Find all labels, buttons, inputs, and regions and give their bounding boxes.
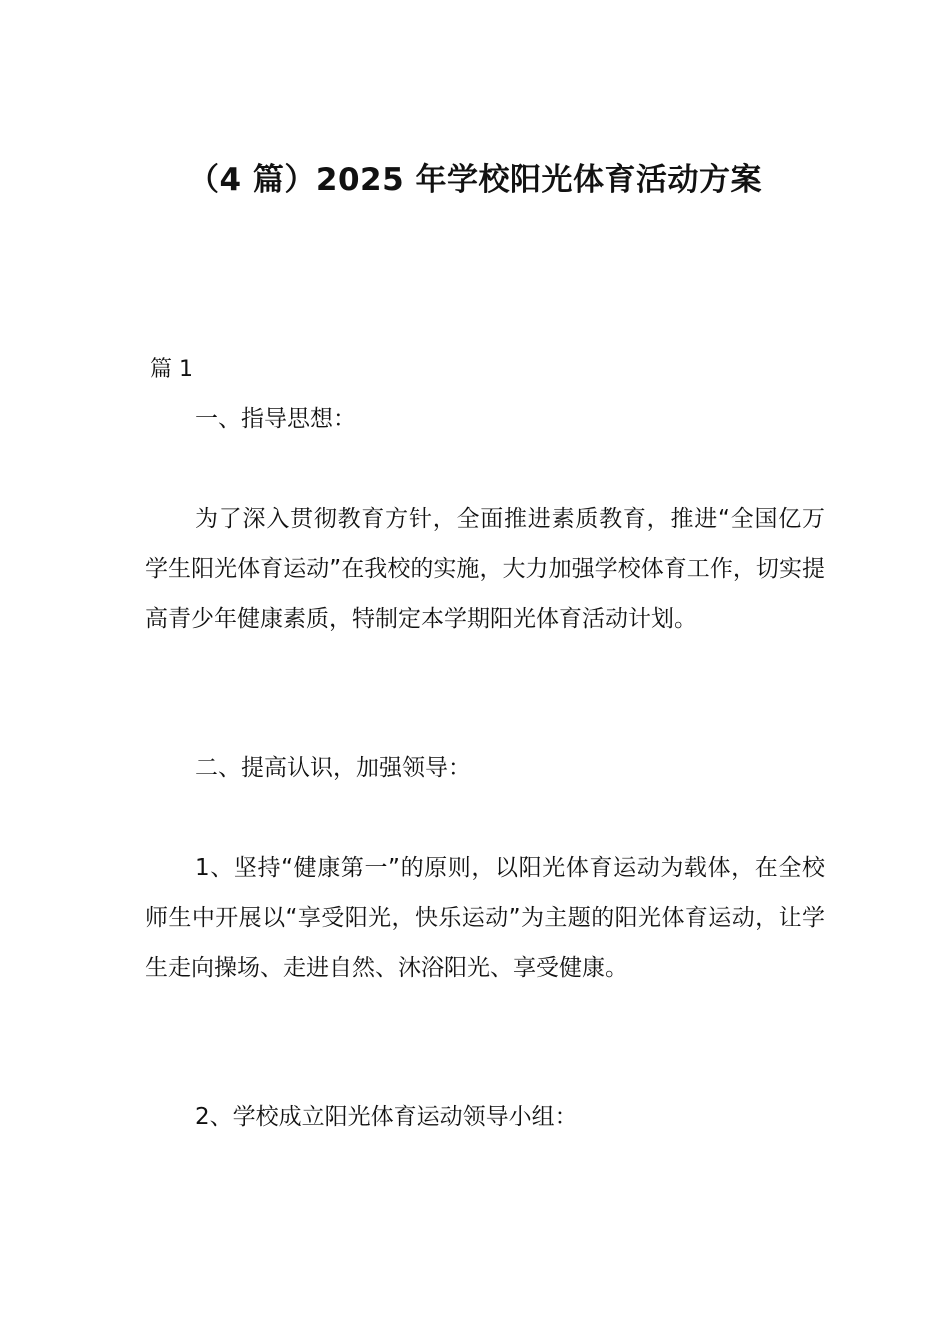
chapter-label: 篇 1 bbox=[150, 357, 193, 382]
paragraph-health-first: 1、坚持“健康第一”的原则，以阳光体育运动为载体，在全校师生中开展以“享受阳光，快乐运动”为主题的阳光体育运动，让学生走向操场、走进自然、沐浴阳光、享受健康。 bbox=[145, 855, 825, 981]
section-heading-guiding-thought: 一、指导思想： bbox=[195, 406, 356, 432]
paragraph-purpose: 为了深入贯彻教育方针，全面推进素质教育，推进“全国亿万学生阳光体育运动”在我校的实施，大力加强学校体育工作，切实提高青少年健康素质，特制定本学期阳光体育活动计划。 bbox=[145, 506, 825, 632]
section-heading-leadership: 二、提高认识，加强领导： bbox=[195, 755, 471, 781]
document-title: （4 篇）2025 年学校阳光体育活动方案 bbox=[188, 162, 762, 198]
paragraph-leading-group: 2、学校成立阳光体育运动领导小组： bbox=[195, 1104, 578, 1130]
